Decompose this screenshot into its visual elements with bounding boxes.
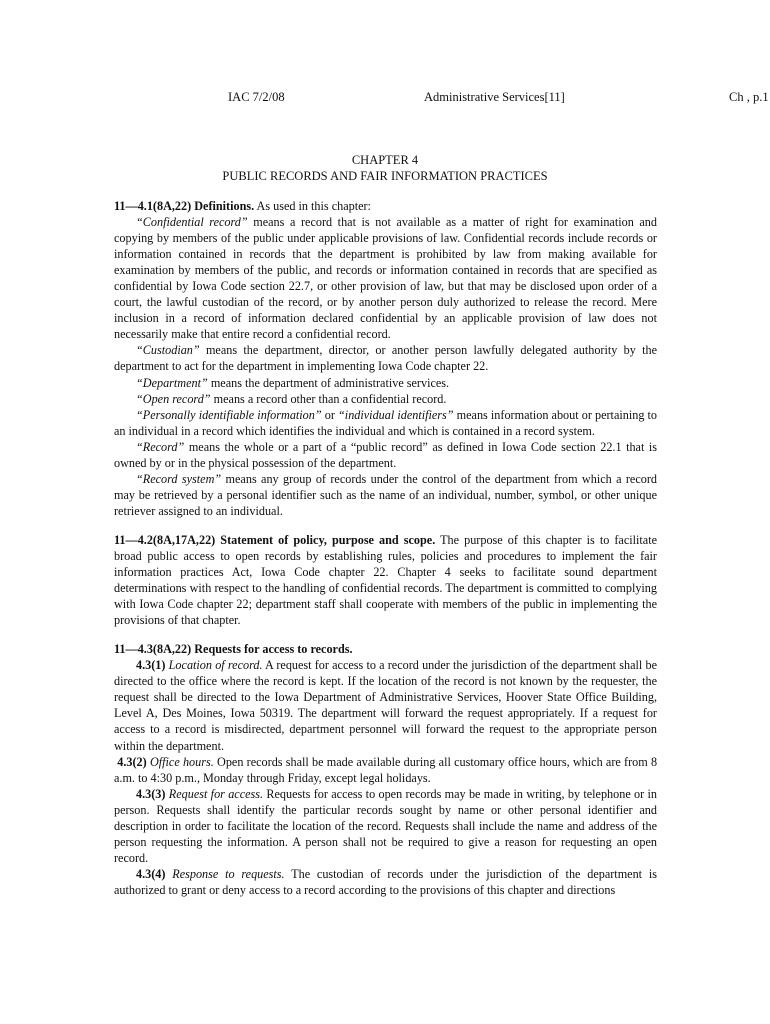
definition-term: “Record” xyxy=(136,439,185,454)
subrule-paragraph xyxy=(114,866,657,898)
subrule-text: Open records shall be made available during all customary office hours, which are from 8 a.m. to 4:30 p.m., Monday through Friday, except legal holidays. xyxy=(114,754,658,785)
subrule-number: 4.3(1) xyxy=(136,658,166,673)
subrule-paragraph xyxy=(114,657,657,753)
definition-connector: or xyxy=(321,407,339,422)
definition-paragraph xyxy=(114,391,657,407)
definition-paragraph xyxy=(114,342,657,374)
rule-4-3-heading xyxy=(114,641,657,657)
subrule-text: Requests for access to open records may be made in writing, by telephone or in person. Requests shall identify the particular records sought by name or other personal identifier and description in order to facilitate the location of the record. Requests shall include the name and address of the person requesting the information. A person shall not be required to give a reason for requesting an open record. xyxy=(114,786,658,865)
rule-4-1-heading xyxy=(114,198,657,214)
subrule-number: 4.3(4) xyxy=(136,866,166,881)
definition-text: means the whole or a part of a “public record” as defined in Iowa Code section 22.1 that is owned by or in the physical possession of the department. xyxy=(114,439,657,470)
subrule-title: Location of record. xyxy=(168,658,263,673)
running-header-center: Administrative Services[11] xyxy=(424,90,565,104)
definition-paragraph xyxy=(114,214,657,342)
rule-intro: As used in this chapter: xyxy=(256,199,371,213)
rule-heading: 11—4.3(8A,22) Requests for access to records. xyxy=(114,642,353,657)
subrule-paragraph xyxy=(114,754,657,786)
definition-paragraph xyxy=(114,375,657,391)
definition-term: “individual identifiers” xyxy=(338,407,454,422)
rule-heading: 11—4.2(8A,17A,22) Statement of policy, purpose and scope. xyxy=(114,532,436,547)
definition-text: means any group of records under the control of the department from which a record may be retrieved by a personal identifier such as the name of an individual, number, symbol, or other unique retriever assigned to an individual. xyxy=(114,471,657,518)
subrule-paragraph xyxy=(114,786,657,866)
running-header-right: Ch , p.1 xyxy=(729,90,769,104)
definition-text: means the department, director, or another person lawfully delegated authority by the department to act for the department in implementing Iowa Code chapter 22. xyxy=(114,343,657,374)
definition-term: “Personally identifiable information” xyxy=(136,407,322,422)
subrule-number: 4.3(2) xyxy=(117,754,147,769)
definition-term: “Record system” xyxy=(136,471,222,486)
subrule-number: 4.3(3) xyxy=(136,786,166,801)
subrule-title: Response to requests. xyxy=(172,866,285,881)
definition-term: “Confidential record” xyxy=(136,215,248,230)
subrule-title: Request for access. xyxy=(168,786,264,801)
definition-text: means a record that is not available as a matter of right for examination and copying by members of the public under applicable provisions of law. Confidential records include records or information contained in records that the department is prohibited by law from making available for examination by members of the public, and records or information contained in records that are specified as confidential by Iowa Code section 22.7, or other provision of law, but that may be disclosed upon order of a court, the lawful custodian of the record, or by another person duly authorized to release the record. Mere inclusion in a record of information declared confidential by an applicable provision of law does not necessarily make that entire record a confidential record. xyxy=(114,215,657,342)
rule-text: The purpose of this chapter is to facilitate broad public access to open records by establishing rules, policies and procedures to implement the fair information practices Act, Iowa Code chapter 22. Chapter 4 seeks to facilitate sound department determinations with respect to the handling of confidential records. The department is committed to complying with Iowa Code chapter 22; department staff shall cooperate with members of the public in implementing the provisions of that chapter. xyxy=(114,532,658,628)
definition-term: “Custodian” xyxy=(136,343,200,358)
definition-text: means a record other than a confidential record. xyxy=(210,391,447,406)
subrule-text: A request for access to a record under the jurisdiction of the department shall be directed to the office where the record is kept. If the location of the record is not known by the requester, the request shall be directed to the Iowa Department of Administrative Services, Hoover State Office Building, Level A, Des Moines, Iowa 50319. The department will forward the request appropriately. If a request for access to a record is misdirected, department personnel will forward the request to the appropriate person within the department. xyxy=(114,658,657,753)
definition-paragraph xyxy=(114,407,657,439)
running-header-left: IAC 7/2/08 xyxy=(228,90,285,104)
rule-4-2-paragraph xyxy=(114,532,657,628)
document-body xyxy=(114,198,657,898)
chapter-title: PUBLIC RECORDS AND FAIR INFORMATION PRACTICES xyxy=(222,169,548,183)
subrule-title: Office hours. xyxy=(149,754,214,769)
definition-paragraph xyxy=(114,439,657,471)
definition-term: “Open record” xyxy=(136,391,211,406)
subrule-text: The custodian of records under the jurisdiction of the department is authorized to grant or deny access to a record according to the provisions of this chapter and directions xyxy=(114,866,657,897)
definition-text: means the department of administrative services. xyxy=(207,375,450,390)
rule-heading: 11—4.1(8A,22) Definitions. xyxy=(114,199,255,213)
definition-text: means information about or pertaining to an individual in a record which identifies the individual and which is contained in a record system. xyxy=(114,407,657,438)
definition-term: “Department” xyxy=(136,375,208,390)
chapter-number: CHAPTER 4 xyxy=(351,153,419,167)
definition-paragraph xyxy=(114,471,657,519)
